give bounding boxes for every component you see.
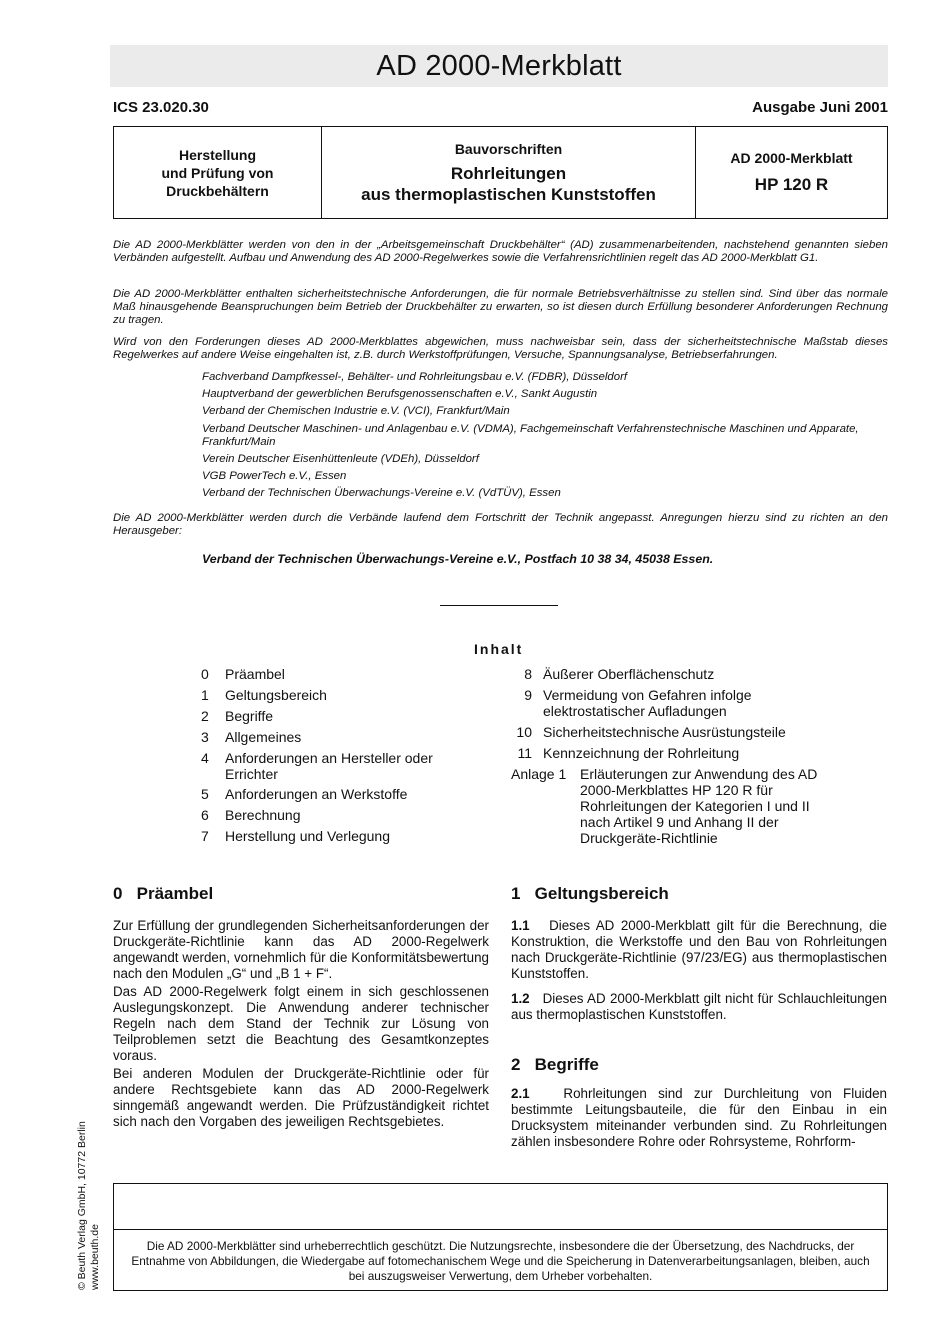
toc-item-number: 3 [201, 728, 209, 745]
footer-box [113, 1183, 888, 1291]
toc-item-label: Allgemeines [225, 728, 302, 745]
toc-right-column [500, 666, 840, 850]
header-left-line: und Prüfung von [161, 164, 274, 181]
toc-item-number: 10 [516, 723, 532, 740]
toc-left-column [201, 666, 471, 849]
body-paragraph: Bei anderen Modulen der Druckgeräte-Richtlinie oder für andere Rechtsgebiete kann das AD 2000-Regelwerk sinngemäß angewandt werden. Die Prüfzuständigkeit richtet sich nach den Vorgaben des jeweiligen Rechtsgebietes. [113, 1066, 489, 1129]
divider-rule [440, 605, 558, 606]
association-item: Verband der Technischen Überwachungs-Vereine e.V. (VdTÜV), Essen [202, 487, 561, 500]
toc-title: Inhalt [474, 641, 524, 657]
toc-item-label: Geltungsbereich [225, 686, 327, 703]
header-left-line: Herstellung [178, 146, 256, 163]
paragraph-number: 1.2 [511, 991, 530, 1006]
body-paragraph: Das AD 2000-Regelwerk folgt einem in sich geschlossenen Auslegungskonzept. Die Anwendung anderer technischer Regeln nach dem Stand der Technik zur Lösung von Teilproblemen setzt die Beachtung des Gesamtkonzeptes voraus. [113, 984, 489, 1063]
toc-item-number: Anlage 1 [511, 765, 567, 782]
toc-item-label: Herstellung und Verlegung [225, 828, 391, 845]
body-paragraph: Zur Erfüllung der grundlegenden Sicherheitsanforderungen der Druckgeräte-Richtlinie kann das AD 2000-Regelwerk angewandt werden, vornehmlich für die Konformitätsbewertung nach den Modulen „G“ und „B 1 + F“. [113, 918, 489, 981]
header-box [113, 126, 888, 219]
toc-item-number: 0 [201, 666, 209, 682]
toc-item-label: Anforderungen an Hersteller oder Errichter [225, 749, 433, 782]
toc-item-label: Präambel [225, 666, 285, 682]
header-left-cell [114, 127, 322, 218]
toc-item [201, 729, 471, 745]
toc-item [201, 708, 471, 724]
toc-item-label: Anforderungen an Werkstoffe [225, 786, 408, 803]
intro-paragraph: Die AD 2000-Merkblätter werden von den in der „Arbeitsgemeinschaft Druckbehälter“ (AD) zusammenarbeitenden, nachstehend genannten sieben Verbänden aufgestellt. Aufbau und Anwendung des AD 2000-Regelwerkes sowie die Verfahrensrichtlinien regelt das AD 2000-Merkblatt G1. [113, 239, 888, 265]
document-title: AD 2000-Merkblatt [110, 45, 888, 87]
section-number: 1 [511, 884, 521, 903]
toc-item-label: Äußerer Oberflächenschutz [543, 666, 715, 682]
copyright-notice: Die AD 2000-Merkblätter sind urheberrechtlich geschützt. Die Nutzungsrechte, insbesondere die der Übersetzung, des Nachdrucks, der Entnahme von Abbildungen, die Wiedergabe auf fotomechanischem Wege und die Speicherung in Datenverarbeitungsanlagen, bleiben, auch bei auszugsweiser Verwertung, dem Urheber vorbehalten. [131, 1239, 870, 1283]
toc-item-number: 6 [201, 807, 209, 824]
header-series: AD 2000-Merkblatt [730, 150, 853, 166]
toc-item [500, 666, 840, 682]
header-category: Bauvorschriften [454, 140, 563, 157]
header-subject-line: Rohrleitungen [450, 163, 567, 183]
paragraph-text: Dieses AD 2000-Merkblatt gilt nicht für Schlauchleitungen aus thermoplastischen Kunststoffen. [511, 991, 887, 1022]
paragraph-number: 2.1 [511, 1086, 530, 1101]
toc-item-number: 4 [201, 749, 209, 766]
toc-item [500, 687, 840, 719]
section-0-body [113, 918, 489, 1132]
toc-item-number: 9 [524, 686, 532, 703]
toc-item [201, 687, 471, 703]
header-left-line: Druckbehältern [166, 182, 269, 199]
intro-paragraph: Die AD 2000-Merkblätter werden durch die Verbände laufend dem Fortschritt der Technik angepasst. Anregungen hierzu sind zu richten an den Herausgeber: [113, 512, 888, 538]
toc-item-label: Berechnung [225, 807, 301, 824]
association-item: Fachverband Dampfkessel-, Behälter- und Rohrleitungsbau e.V. (FDBR), Düsseldorf [202, 371, 628, 383]
section-heading-1 [511, 884, 669, 904]
paragraph-number: 1.1 [511, 918, 530, 933]
toc-item [201, 666, 471, 682]
toc-item [201, 807, 471, 823]
header-code: HP 120 R [754, 175, 829, 194]
association-item: Verein Deutscher Eisenhüttenleute (VDEh), Düsseldorf [202, 453, 479, 466]
body-paragraph [511, 991, 887, 1023]
section-title: Präambel [136, 884, 214, 903]
toc-item-label: Erläuterungen zur Anwendung des AD 2000-Merkblattes HP 120 R für Rohrleitungen der Kategorien I und II nach Artikel 9 und Anhang II der Druckgeräte-Richtlinie [580, 765, 818, 846]
toc-item-label: Sicherheitstechnische Ausrüstungsteile [543, 723, 786, 740]
paragraph-text: Rohrleitungen sind zur Durchleitung von Fluiden bestimmte Leitungsbauteile, die für den Einbau in ein Drucksystem miteinander verbunden sind. Zu Rohrleitungen zählen insbesondere Rohre oder Rohrsysteme, Rohrform- [511, 1086, 887, 1149]
association-item: Verband der Chemischen Industrie e.V. (VCI), Frankfurt/Main [202, 405, 510, 418]
side-note-line: © Beuth Verlag GmbH, 10772 Berlin [76, 1121, 88, 1290]
toc-item [201, 750, 471, 782]
toc-item-label: Begriffe [225, 707, 273, 724]
association-list [202, 371, 882, 505]
ics-code: ICS 23.020.30 [113, 99, 209, 116]
toc-item [201, 786, 471, 802]
toc-item-label: Vermeidung von Gefahren infolge elektrostatischer Aufladungen [543, 686, 752, 719]
publisher-address: Verband der Technischen Überwachungs-Vereine e.V., Postfach 10 38 34, 45038 Essen. [202, 552, 714, 566]
body-paragraph [511, 918, 887, 982]
section-heading-2 [511, 1055, 599, 1075]
meta-row [113, 99, 888, 116]
intro-paragraph: Wird von den Forderungen dieses AD 2000-Merkblattes abgewichen, muss nachweisbar sein, dass der sicherheitstechnische Maßstab dieses Regelwerkes auf andere Weise eingehalten ist, z.B. durch Werkstoffprüfungen, Versuche, Spannungsanalyse, Betriebserfahrungen. [113, 336, 888, 362]
toc-item-number: 5 [201, 786, 209, 803]
section-number: 2 [511, 1055, 521, 1074]
toc-item [201, 828, 471, 844]
header-subject-line: aus thermoplastischen Kunststoffen [361, 184, 656, 204]
toc-item-anlage [511, 766, 840, 846]
section-title: Geltungsbereich [534, 884, 669, 903]
section-title: Begriffe [534, 1055, 599, 1074]
toc-item [500, 745, 840, 761]
publisher-side-note [76, 1121, 102, 1290]
toc-item-label: Kennzeichnung der Rohrleitung [543, 744, 740, 761]
footer-divider [114, 1229, 887, 1230]
section-2-body [511, 1086, 887, 1152]
toc-item-number: 2 [201, 707, 209, 724]
section-number: 0 [113, 884, 123, 903]
intro-paragraph: Die AD 2000-Merkblätter enthalten sicherheitstechnische Anforderungen, die für normale Betriebsverhältnisse zu stellen sind. Sind über das normale Maß hinausgehende Beanspruchungen beim Betrieb der Druckbehälter zu erwarten, so ist diesen durch Erfüllung besonderer Anforderungen Rechnung zu tragen. [113, 288, 888, 327]
header-right-cell [696, 127, 887, 218]
section-heading-0 [113, 884, 213, 904]
edition-date: Ausgabe Juni 2001 [752, 99, 888, 116]
toc-item-number: 8 [524, 666, 532, 682]
paragraph-text: Dieses AD 2000-Merkblatt gilt für die Berechnung, die Konstruktion, die Werkstoffe und den Bau von Rohrleitungen nach Druckgeräte-Richtlinie (97/23/EG) aus thermoplastischen Kunststoffen. [511, 918, 887, 981]
toc-item-number: 7 [201, 828, 209, 845]
toc-item-number: 1 [201, 686, 209, 703]
body-paragraph [511, 1086, 887, 1150]
side-note-line: www.beuth.de [89, 1224, 101, 1290]
header-middle-cell [322, 127, 696, 218]
association-item: Verband Deutscher Maschinen- und Anlagenbau e.V. (VDMA), Fachgemeinschaft Verfahrenstechnische Maschinen und Apparate, Frankfurt/Main [202, 422, 859, 448]
association-item: Hauptverband der gewerblichen Berufsgenossenschaften e.V., Sankt Augustin [202, 388, 598, 401]
toc-item [500, 724, 840, 740]
association-item: VGB PowerTech e.V., Essen [202, 470, 347, 483]
section-1-body [511, 918, 887, 1025]
toc-item-number: 11 [517, 744, 532, 761]
